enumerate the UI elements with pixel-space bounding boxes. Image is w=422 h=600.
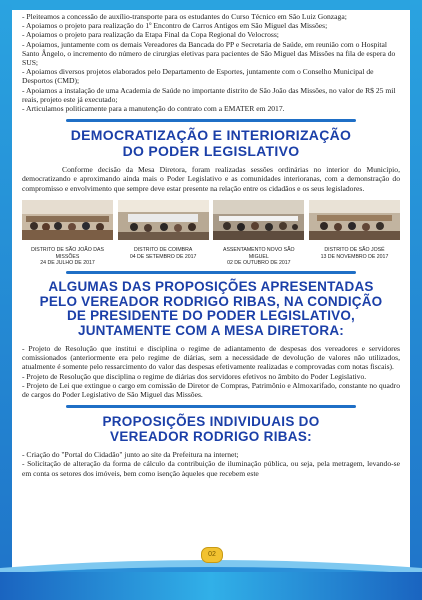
heading-line: DE PRESIDENTE DO PODER LEGISLATIVO, bbox=[66, 308, 356, 324]
achievements-list bbox=[22, 12, 400, 113]
list-item: - Apoiamos, juntamente com os demais Vereadores da Bancada do PP e Secretaria de Saúde, em reunião com o Hospital Santo Ângelo, o incremento do número de cirurgias eletivas para pacientes de São Miguel das Missões na fila de espera do SUS; bbox=[22, 39, 396, 68]
photo-caption bbox=[22, 247, 113, 266]
photo-card bbox=[309, 200, 400, 266]
content-column bbox=[22, 12, 400, 478]
list-item: - Solicitação de alteração da forma de cálculo da contribuição de iluminação pública, ou seja, pela metragem, levando-se em conta os setores dos imóveis, bem como isenção àqueles que recebem este bbox=[22, 459, 400, 478]
caption-date: 24 DE JULHO DE 2017 bbox=[40, 259, 95, 266]
heading-line: PROPOSIÇÕES INDIVIDUAIS DO bbox=[102, 414, 320, 430]
frame-bottom bbox=[0, 572, 422, 600]
heading-line: VEREADOR RODRIGO RIBAS: bbox=[110, 429, 312, 445]
caption-date: 02 DE OUTUBRO DE 2017 bbox=[227, 259, 291, 266]
list-item: - Criação do "Portal do Cidadão" junto ao site da Prefeitura na internet; bbox=[22, 450, 239, 460]
list-item: - Pleiteamos a concessão de auxílio-transporte para os estudantes do Curso Técnico em São Luiz Gonzaga; bbox=[22, 12, 347, 21]
caption-place: DISTRITO DE COIMBRA bbox=[133, 247, 193, 254]
individual-proposals-list bbox=[22, 450, 400, 478]
heading-line: DO PODER LEGISLATIVO bbox=[122, 142, 300, 159]
section-divider bbox=[66, 405, 356, 408]
caption-place: DISTRITO DE SÃO JOSÉ bbox=[324, 247, 385, 254]
list-item: - Articulamos politicamente para a manutenção do contrato com a EMATER em 2017. bbox=[22, 104, 285, 114]
section-heading-democratizacao bbox=[22, 128, 400, 159]
photo-caption bbox=[118, 247, 209, 259]
frame-top bbox=[0, 0, 422, 10]
page-number-badge: 02 bbox=[201, 547, 223, 563]
heading-line: ALGUMAS DAS PROPOSIÇÕES APRESENTADAS bbox=[48, 279, 374, 295]
section-heading-proposicoes-mesa bbox=[22, 280, 400, 338]
photo-card bbox=[118, 200, 209, 266]
photo-card bbox=[22, 200, 113, 266]
section-divider bbox=[66, 119, 356, 122]
list-item: - Projeto de Lei que extingue o cargo em comissão de Diretor de Compras, Patrimônio e Almoxarifado, constante no quadro de cargos do Poder Legislativo de São Miguel das Missões. bbox=[22, 380, 400, 400]
list-item: - Projeto de Resolução que disciplina o regime de diárias dos servidores efetivos no âmbito do Poder Legislativo. bbox=[22, 371, 367, 381]
session-photo bbox=[213, 200, 304, 240]
heading-line: DEMOCRATIZAÇÃO E INTERIORIZAÇÃO bbox=[70, 127, 352, 144]
caption-date: 13 DE NOVEMBRO DE 2017 bbox=[320, 253, 389, 260]
caption-place: ASSENTAMENTO NOVO SÃO MIGUEL bbox=[223, 247, 295, 260]
frame-left bbox=[0, 0, 12, 600]
frame-right bbox=[410, 0, 422, 600]
photo-card bbox=[213, 200, 304, 266]
section-paragraph: Conforme decisão da Mesa Diretora, foram realizadas sessões ordinárias no interior do Município, democratizando e aproximando ainda mais o Poder Legislativo e as comunidades interioranas, com a demonstração do compromisso e envolvimento que sempre deve estar presente na relação entre os cidadãos e os seus legisladores. bbox=[22, 165, 400, 193]
photo-strip bbox=[22, 200, 400, 266]
section-divider bbox=[66, 271, 356, 274]
photo-caption bbox=[309, 247, 400, 259]
heading-line: JUNTAMENTE COM A MESA DIRETORA: bbox=[78, 322, 344, 338]
list-item: - Projeto de Resolução que institui e disciplina o regime de adiantamento de despesas dos vereadores e servidores comissionados (anteriormente era pelo regime de diárias, sem a necessidade de devolução de valores não utilizados, atualmente é somente pelo ressarcimento do valor das despesas efetivamente realizadas e comprovadas com notas fiscais). bbox=[22, 344, 400, 372]
caption-place: DISTRITO DE SÃO JOÃO DAS MISSÕES bbox=[31, 247, 104, 260]
photo-caption bbox=[213, 247, 304, 266]
list-item: - Apoiamos a instalação de uma Academia de Saúde no importante distrito de São João das Missões, no valor de R$ 25 mil reais, projeto este já executado; bbox=[22, 85, 396, 104]
list-item: - Apoiamos o projeto para realização do 1º Encontro de Carros Antigos em São Miguel das Missões; bbox=[22, 21, 328, 31]
session-photo bbox=[309, 200, 400, 240]
list-item: - Apoiamos diversos projetos elaborados pelo Departamento de Esportes, juntamente com o Conselho Municipal de Desportos (CMD); bbox=[22, 67, 374, 86]
session-photo bbox=[118, 200, 209, 240]
caption-date: 04 DE SETEMBRO DE 2017 bbox=[129, 253, 197, 260]
proposals-list bbox=[22, 344, 400, 399]
heading-line: PELO VEREADOR RODRIGO RIBAS, NA CONDIÇÃO bbox=[39, 293, 383, 309]
section-heading-proposicoes-individuais bbox=[22, 414, 400, 444]
list-item: - Apoiamos o projeto para realização da Etapa Final da Copa Regional do Velocross; bbox=[22, 30, 279, 40]
session-photo bbox=[22, 200, 113, 240]
